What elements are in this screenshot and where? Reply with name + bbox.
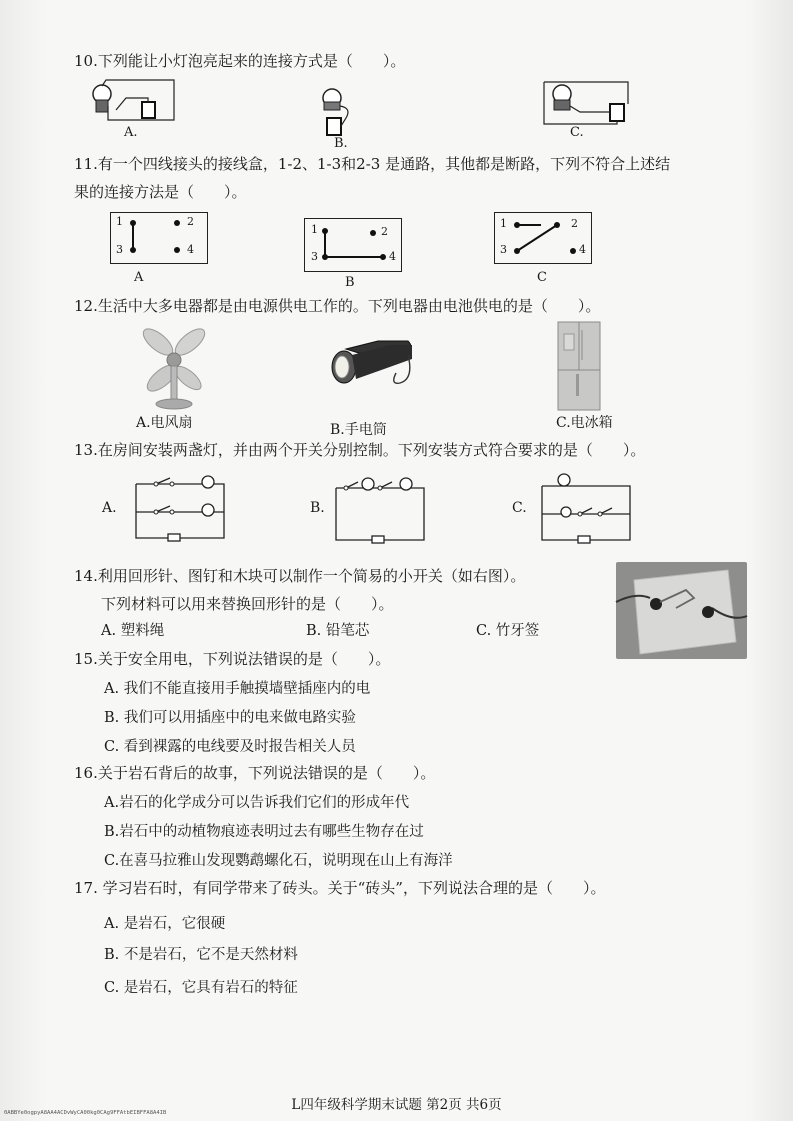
- q13-label-c: C.: [512, 500, 527, 516]
- q12-label-b: B.手电筒: [330, 422, 387, 438]
- q13-label-b: B.: [310, 500, 325, 516]
- q11-box-a: [110, 212, 208, 264]
- q11-label-a: A: [134, 270, 144, 285]
- q13-label-a: A.: [102, 500, 117, 516]
- q12-label-a: A.电风扇: [136, 415, 193, 431]
- fan-image: [138, 322, 210, 412]
- q15-option-b: B. 我们可以用插座中的电来做电路实验: [104, 710, 356, 726]
- switch-photo: [616, 562, 747, 659]
- terminal-1: 1: [311, 223, 318, 236]
- terminal-1: 1: [116, 215, 123, 228]
- q10-diagram-a: [86, 76, 176, 128]
- q12-label-c: C.电冰箱: [556, 415, 613, 431]
- q10-diagram-b: [314, 84, 374, 140]
- q17-option-b: B. 不是岩石，它不是天然材料: [104, 947, 298, 963]
- q16-option-a: A.岩石的化学成分可以告诉我们它们的形成年代: [104, 795, 410, 811]
- terminal-4: 4: [579, 243, 586, 256]
- q17-option-c: C. 是岩石，它具有岩石的特征: [104, 980, 298, 996]
- scan-code: 0ABBYe0ogpyA8AA4ACDvWyCA00kg0CAg9FFAtbEIBFFA8A4IB: [4, 1110, 167, 1116]
- q14-option-c: C. 竹牙签: [476, 623, 540, 639]
- terminal-3: 3: [500, 243, 507, 256]
- q11-text-line2: 果的连接方法是（ ）。: [74, 183, 247, 201]
- q12-text: 12.生活中大多电器都是由电源供电工作的。下列电器由电池供电的是（ ）。: [74, 297, 601, 315]
- q13-text: 13.在房间安装两盏灯，并由两个开关分别控制。下列安装方式符合要求的是（ ）。: [74, 441, 646, 459]
- q10-text: 10.下列能让小灯泡亮起来的连接方式是（ ）。: [74, 52, 406, 70]
- q11-label-c: C: [537, 270, 547, 285]
- terminal-2: 2: [187, 215, 194, 228]
- q10-label-b: B.: [334, 136, 348, 151]
- q10-label-c: C.: [570, 125, 584, 140]
- q13-circuit-b: [334, 474, 426, 544]
- terminal-1: 1: [500, 217, 507, 230]
- q11-label-b: B: [345, 275, 355, 290]
- q14-text-line1: 14.利用回形针、图钉和木块可以制作一个简易的小开关（如右图）。: [74, 567, 526, 585]
- q15-option-c: C. 看到裸露的电线要及时报告相关人员: [104, 739, 356, 755]
- q17-option-a: A. 是岩石，它很硬: [104, 916, 226, 932]
- flashlight-image: [330, 335, 422, 390]
- q11-box-b: [304, 218, 402, 272]
- q13-circuit-c: [540, 470, 632, 546]
- q16-text: 16.关于岩石背后的故事，下列说法错误的是（ ）。: [74, 764, 436, 782]
- terminal-2: 2: [571, 217, 578, 230]
- terminal-3: 3: [116, 243, 123, 256]
- q14-text-line2: 下列材料可以用来替换回形针的是（ ）。: [101, 595, 394, 613]
- q10-diagram-c: [540, 78, 635, 130]
- q16-option-c: C.在喜马拉雅山发现鹦鹉螺化石，说明现在山上有海洋: [104, 853, 453, 869]
- q16-option-b: B.岩石中的动植物痕迹表明过去有哪些生物存在过: [104, 824, 424, 840]
- q13-circuit-a: [134, 472, 226, 542]
- terminal-4: 4: [187, 243, 194, 256]
- q14-option-b: B. 铅笔芯: [306, 623, 370, 639]
- q14-option-a: A. 塑料绳: [101, 623, 165, 639]
- q15-option-a: A. 我们不能直接用手触摸墙壁插座内的电: [104, 681, 371, 697]
- q11-text-line1: 11.有一个四线接头的接线盒，1-2、1-3和2-3 是通路，其他都是断路，下列不符合上述结: [74, 155, 671, 173]
- terminal-2: 2: [381, 225, 388, 238]
- q17-text: 17. 学习岩石时，有同学带来了砖头。关于“砖头”，下列说法合理的是（ ）。: [74, 879, 606, 897]
- q15-text: 15.关于安全用电，下列说法错误的是（ ）。: [74, 650, 391, 668]
- q10-label-a: A.: [124, 125, 138, 140]
- q11-box-c: [494, 212, 592, 264]
- terminal-4: 4: [389, 250, 396, 263]
- page-footer: L四年级科学期末试题 第2页 共6页: [291, 1097, 502, 1113]
- terminal-3: 3: [311, 250, 318, 263]
- refrigerator-image: [556, 320, 602, 412]
